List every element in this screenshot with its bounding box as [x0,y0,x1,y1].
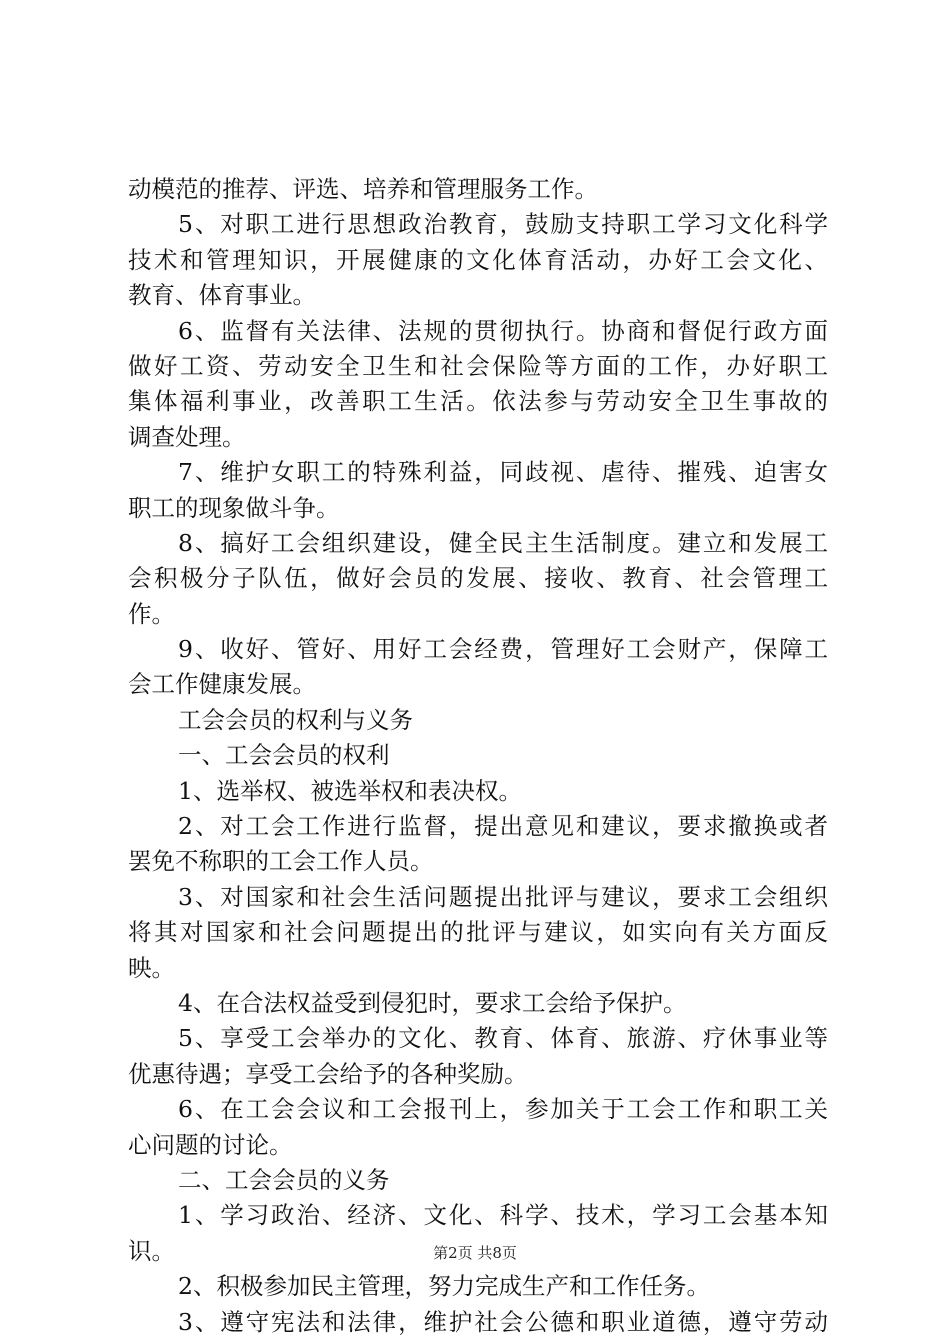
text-line: 二、工会会员的义务 [178,1165,390,1194]
text-line: 6、在工会会议和工会报刊上，参加关于工会工作和职工关 [178,1095,828,1124]
text-line: 1、选举权、被选举权和表决权。 [178,776,522,805]
text-line: 集体福利事业，改善职工生活。依法参与劳动安全卫生事故的 [128,387,828,416]
text-line: 作。 [128,599,175,628]
text-line: 3、遵守宪法和法律，维护社会公德和职业道德，遵守劳动 [178,1307,828,1336]
text-line: 7、维护女职工的特殊利益，同歧视、虐待、摧残、迫害女 [178,458,828,487]
text-line: 2、积极参加民主管理，努力完成生产和工作任务。 [178,1272,710,1301]
text-line: 职工的现象做斗争。 [128,493,340,522]
text-line: 调查处理。 [128,422,246,451]
text-line: 技术和管理知识，开展健康的文化体育活动，办好工会文化、 [128,245,828,274]
text-line: 做好工资、劳动安全卫生和社会保险等方面的工作，办好职工 [128,351,828,380]
text-line: 1、学习政治、经济、文化、科学、技术，学习工会基本知 [178,1201,828,1230]
text-line: 心问题的讨论。 [128,1130,293,1159]
text-line: 5、享受工会举办的文化、教育、体育、旅游、疗休事业等 [178,1024,828,1053]
text-line: 3、对国家和社会生活问题提出批评与建议，要求工会组织 [178,882,828,911]
text-line: 8、搞好工会组织建设，健全民主生活制度。建立和发展工 [178,528,828,557]
text-line: 优惠待遇；享受工会给予的各种奖励。 [128,1059,528,1088]
text-line: 教育、体育事业。 [128,281,316,310]
text-line: 动模范的推荐、评选、培养和管理服务工作。 [128,175,598,203]
text-line: 罢免不称职的工会工作人员。 [128,847,434,876]
text-line: 2、对工会工作进行监督，提出意见和建议，要求撤换或者 [178,812,828,841]
text-line: 4、在合法权益受到侵犯时，要求工会给予保护。 [178,988,687,1017]
text-line: 一、工会会员的权利 [178,741,390,770]
text-line: 6、监督有关法律、法规的贯彻执行。协商和督促行政方面 [178,316,828,345]
text-line: 9、收好、管好、用好工会经费，管理好工会财产，保障工 [178,635,828,664]
text-line: 会工作健康发展。 [128,670,316,699]
text-line: 映。 [128,953,175,982]
document-body [128,172,828,1340]
page-number-footer: 第2页 共8页 [433,1244,517,1262]
text-line: 将其对国家和社会问题提出的批评与建议，如实向有关方面反 [128,918,828,947]
text-line: 5、对职工进行思想政治教育，鼓励支持职工学习文化科学 [178,210,828,239]
text-line: 会积极分子队伍，做好会员的发展、接收、教育、社会管理工 [128,564,828,593]
text-line: 识。 [128,1236,175,1265]
text-line: 工会会员的权利与义务 [178,705,413,734]
